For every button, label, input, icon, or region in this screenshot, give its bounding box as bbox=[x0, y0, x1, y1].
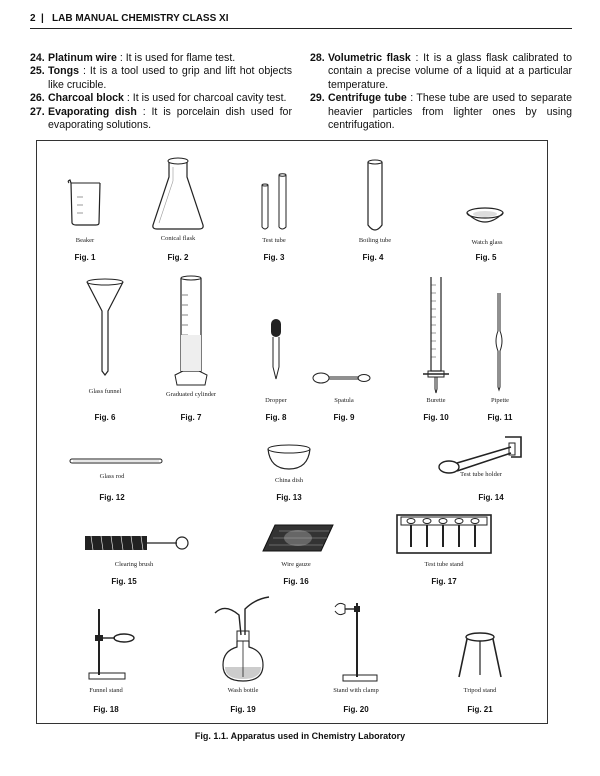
figure-label: Fig. 11 bbox=[487, 413, 513, 422]
figure-caption: Conical flask bbox=[160, 235, 196, 242]
conical-flask-drawing bbox=[150, 157, 206, 231]
figure-caption: Tripod stand bbox=[463, 687, 497, 694]
figure-label: Fig. 4 bbox=[362, 253, 384, 262]
graduated-cylinder-drawing bbox=[171, 275, 211, 387]
spatula-drawing bbox=[311, 371, 371, 385]
figure-caption: Watch glass bbox=[471, 239, 503, 246]
test-tube-stand-drawing bbox=[395, 511, 493, 557]
figure-label: Fig. 7 bbox=[180, 413, 202, 422]
pipette-drawing bbox=[492, 291, 506, 391]
figure-label: Fig. 13 bbox=[276, 493, 302, 502]
glass-funnel-drawing bbox=[85, 277, 125, 377]
figure-label: Fig. 3 bbox=[263, 253, 285, 262]
figure-label: Fig. 10 bbox=[423, 413, 449, 422]
definition-item: 24. Platinum wire : It is used for flame test. bbox=[30, 52, 236, 64]
stand-with-clamp-drawing bbox=[333, 599, 379, 683]
figure-label: Fig. 16 bbox=[283, 577, 309, 586]
figure-caption: Boiling tube bbox=[358, 237, 392, 244]
figure-caption: China dish bbox=[275, 477, 303, 484]
figure-label: Fig. 12 bbox=[99, 493, 125, 502]
definition-item: 25. Tongs : It is a tool used to grip and lift hot objects like crucible. bbox=[30, 65, 292, 91]
header-separator: | bbox=[41, 13, 44, 24]
book-title: LAB MANUAL CHEMISTRY CLASS XI bbox=[52, 13, 229, 24]
figure-label: Fig. 14 bbox=[478, 493, 504, 502]
china-dish-drawing bbox=[266, 443, 312, 471]
apparatus-figure-panel bbox=[36, 140, 548, 724]
page-number: 2 bbox=[30, 13, 36, 24]
definitions-left-column bbox=[30, 52, 292, 132]
definition-item: 29. Centrifuge tube : These tube are used to separate heavier particles from lighter ones by using centrifugation. bbox=[310, 92, 572, 132]
figure-label: Fig. 17 bbox=[431, 577, 457, 586]
definition-item: 28. Volumetric flask : It is a glass flask calibrated to contain a precise volume of a liquid at a particular temperature. bbox=[310, 52, 572, 91]
figure-caption: Wire gauze bbox=[281, 561, 311, 568]
clearing-brush-drawing bbox=[81, 533, 191, 553]
figure-caption: Dropper bbox=[265, 397, 287, 404]
figure-caption: Stand with clamp bbox=[333, 687, 379, 694]
definition-item: 27. Evaporating dish : It is porcelain dish used for evaporating solutions. bbox=[30, 105, 292, 132]
watch-glass-drawing bbox=[465, 207, 505, 227]
figure-caption: Test tube stand bbox=[424, 561, 464, 568]
page-header bbox=[30, 10, 572, 29]
figure-caption: Glass funnel bbox=[88, 388, 122, 395]
figure-label: Fig. 8 bbox=[265, 413, 287, 422]
figure-label: Fig. 5 bbox=[475, 253, 497, 262]
figure-caption: Graduated cylinder bbox=[166, 391, 216, 398]
beaker-drawing bbox=[65, 177, 105, 227]
figure-label: Fig. 9 bbox=[333, 413, 355, 422]
funnel-stand-drawing bbox=[87, 607, 139, 681]
boiling-tube-drawing bbox=[365, 159, 385, 235]
figure-caption: Test tube holder bbox=[460, 471, 502, 478]
figure-caption: Beaker bbox=[75, 237, 95, 244]
tripod-stand-drawing bbox=[457, 631, 503, 681]
test-tube-drawing bbox=[259, 171, 293, 233]
figure-caption: Glass rod bbox=[99, 473, 125, 480]
figure-caption: Pipette bbox=[490, 397, 510, 404]
wire-gauze-drawing bbox=[261, 523, 335, 553]
figure-caption: Burette bbox=[426, 397, 446, 404]
figure-label: Fig. 6 bbox=[94, 413, 116, 422]
figure-title: Fig. 1.1. Apparatus used in Chemistry Laboratory bbox=[194, 731, 406, 741]
figure-label: Fig. 19 bbox=[230, 705, 256, 714]
figure-caption: Test tube bbox=[262, 237, 286, 244]
figure-label: Fig. 2 bbox=[167, 253, 189, 262]
figure-caption: Spatula bbox=[334, 397, 354, 404]
figure-label: Fig. 20 bbox=[343, 705, 369, 714]
figure-label: Fig. 18 bbox=[93, 705, 119, 714]
figure-label: Fig. 1 bbox=[74, 253, 96, 262]
figure-caption: Funnel stand bbox=[89, 687, 123, 694]
definitions-right-column bbox=[310, 52, 572, 132]
figure-label: Fig. 21 bbox=[467, 705, 493, 714]
burette-drawing bbox=[421, 275, 451, 395]
dropper-drawing bbox=[268, 317, 284, 381]
wash-bottle-drawing bbox=[211, 595, 277, 685]
figure-label: Fig. 15 bbox=[111, 577, 137, 586]
figure-caption: Clearing brush bbox=[114, 561, 154, 568]
glass-rod-drawing bbox=[69, 457, 163, 465]
figure-caption: Wash bottle bbox=[227, 687, 259, 694]
definition-item: 26. Charcoal block : It is used for charcoal cavity test. bbox=[30, 92, 287, 105]
